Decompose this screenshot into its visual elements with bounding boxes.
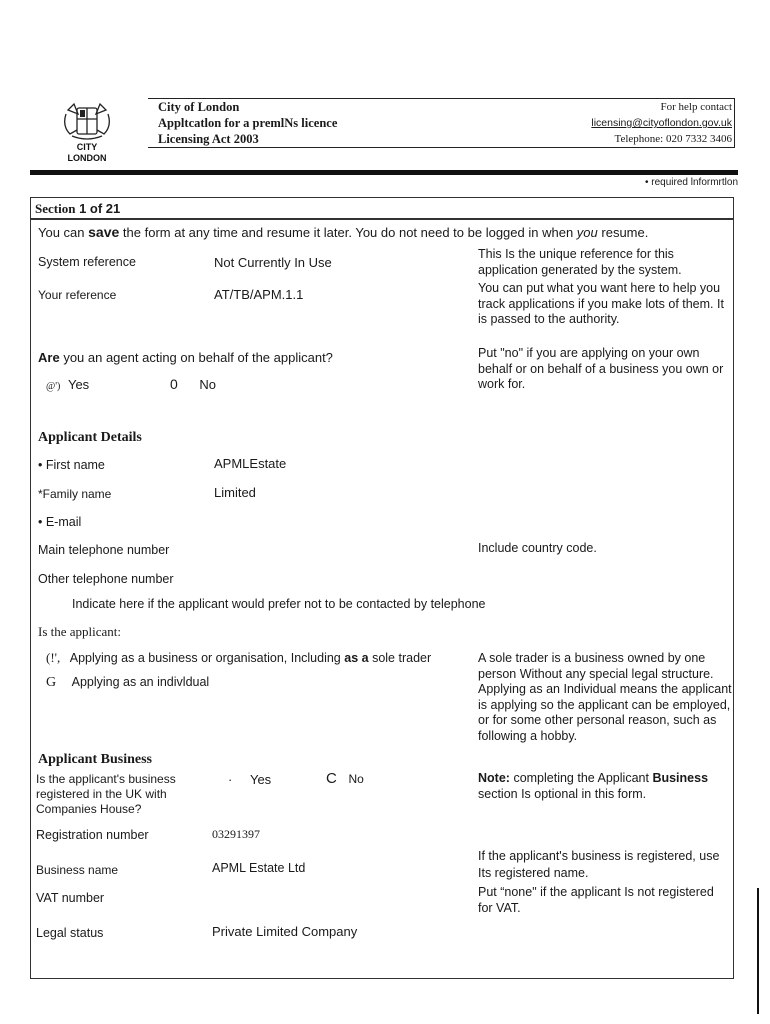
- registration-number-label: Registration number: [36, 828, 149, 842]
- save-notice-italic: you: [576, 225, 598, 240]
- business-option-label: Applying as a business or organisation, Including: [69, 651, 341, 665]
- business-option-post: sole trader: [372, 651, 432, 665]
- required-note: • required lnformrtlon: [645, 177, 738, 188]
- save-notice-bold: save: [88, 224, 120, 240]
- agent-question-label: you an agent acting on behalf of the applicant?: [63, 350, 333, 365]
- business-section-note: [478, 771, 734, 802]
- vat-number-label: VAT number: [36, 891, 105, 905]
- business-name-label: Business name: [36, 863, 119, 877]
- main-phone-help: Include country code.: [478, 541, 597, 555]
- save-notice-end: resume.: [601, 225, 649, 240]
- first-name-input[interactable]: APMLEstate: [214, 456, 287, 471]
- agent-help: Put "no" if you are applying on your own behalf or on behalf of a business you own or work for.: [478, 346, 724, 391]
- save-notice-post: the form at any time and resume it later. You do not need to be logged in when: [122, 225, 574, 240]
- family-name-label: *Family name: [38, 487, 112, 501]
- vat-number-help: Put “none" if the applicant Is not registered for VAT.: [478, 885, 714, 915]
- note-bold-business: Business: [652, 771, 709, 785]
- city-of-london-crest-logo: [58, 100, 116, 166]
- help-phone: Telephone: 020 7332 3406: [614, 133, 732, 145]
- agent-no-option[interactable]: [170, 376, 216, 392]
- system-reference-value: Not Currently In Use: [214, 255, 332, 270]
- agent-yes-option[interactable]: [46, 377, 89, 392]
- applicant-business-heading: Applicant Business: [38, 752, 152, 767]
- save-notice: [38, 224, 648, 240]
- agent-no-label: No: [199, 377, 217, 392]
- business-option-radio[interactable]: (!',: [46, 650, 61, 665]
- legal-status-label: Legal status: [36, 926, 104, 940]
- help-label: For help contact: [660, 101, 732, 113]
- agent-yes-label: Yes: [67, 377, 90, 392]
- no-phone-contact-checkbox-label[interactable]: Indicate here if the applicant would prefer not to be contacted by telephone: [72, 597, 486, 611]
- individual-option-label: Applying as an indivldual: [71, 675, 210, 689]
- main-phone-label: Main telephone number: [38, 543, 170, 557]
- companies-house-question: Is the applicant's business registered in the UK with Companies House?: [36, 772, 176, 816]
- header-divider: [30, 170, 738, 175]
- note-bold: Note:: [478, 771, 510, 785]
- note-mid: completing the Applicant: [513, 771, 649, 785]
- help-contact: [591, 99, 732, 147]
- agent-yes-radio[interactable]: @'): [46, 381, 61, 392]
- legal-status-select[interactable]: Private Limited Company: [212, 924, 358, 939]
- applicant-type-help: A sole trader is a business owned by one person Without any special legal structure. Applying as an Individual means the applicant is applying so the applicant can be employed, or for some other personal reason, such as following a hobby.: [478, 651, 732, 743]
- business-option-bold: as a: [344, 651, 369, 665]
- agent-question: [38, 350, 333, 365]
- companies-house-yes-label: Yes: [249, 772, 272, 787]
- page-edge-bar: [757, 888, 759, 1014]
- business-name-input[interactable]: APML Estate Ltd: [212, 861, 306, 875]
- companies-house-no-option[interactable]: [326, 770, 364, 787]
- email-label: • E-mail: [38, 515, 82, 529]
- logo-text-london: LONDON: [67, 153, 107, 163]
- registration-number-input[interactable]: 03291397: [212, 827, 260, 841]
- section-title-count: 1 of 21: [79, 201, 121, 216]
- section-divider: [30, 218, 734, 220]
- applicant-type-label: Is the applicant:: [38, 624, 122, 639]
- business-name-help: If the applicant's business is registered, use Its registered name.: [478, 849, 720, 880]
- first-name-label: • First name: [38, 458, 105, 472]
- section-title-prefix: Section: [35, 201, 76, 216]
- your-reference-input[interactable]: AT/TB/APM.1.1: [214, 287, 304, 302]
- agent-question-bold: Are: [38, 350, 60, 365]
- family-name-input[interactable]: Limited: [214, 485, 256, 500]
- agent-no-radio[interactable]: 0: [170, 376, 178, 392]
- system-reference-label: System reference: [38, 255, 136, 269]
- form-title: Appltcatlon for a premlNs licence: [158, 116, 338, 130]
- individual-option-radio[interactable]: G: [46, 675, 57, 690]
- companies-house-yes-option[interactable]: [228, 772, 271, 787]
- system-reference-help: This Is the unique reference for this application generated by the system.: [478, 247, 682, 277]
- org-name: City of London: [158, 100, 240, 114]
- logo-text-city: CITY: [76, 142, 98, 152]
- header-titles: [158, 99, 337, 147]
- individual-option[interactable]: [46, 675, 209, 691]
- other-phone-label: Other telephone number: [38, 572, 174, 586]
- act-name: Licensing Act 2003: [158, 132, 259, 146]
- companies-house-yes-radio[interactable]: ·: [228, 772, 233, 787]
- companies-house-no-radio[interactable]: C: [326, 770, 337, 787]
- help-email-link[interactable]: licensing@cityoflondon.gov.uk: [591, 117, 732, 129]
- business-option[interactable]: [46, 650, 431, 666]
- applicant-details-heading: Applicant Details: [38, 430, 142, 445]
- companies-house-no-label: No: [348, 772, 364, 786]
- your-reference-help: You can put what you want here to help you track applications if you make lots of them. It is passed to the authority.: [478, 281, 724, 326]
- section-title: [35, 201, 120, 217]
- save-notice-pre: You can: [38, 225, 85, 240]
- your-reference-label: Your reference: [38, 288, 117, 302]
- note-end: section Is optional in this form.: [478, 786, 647, 801]
